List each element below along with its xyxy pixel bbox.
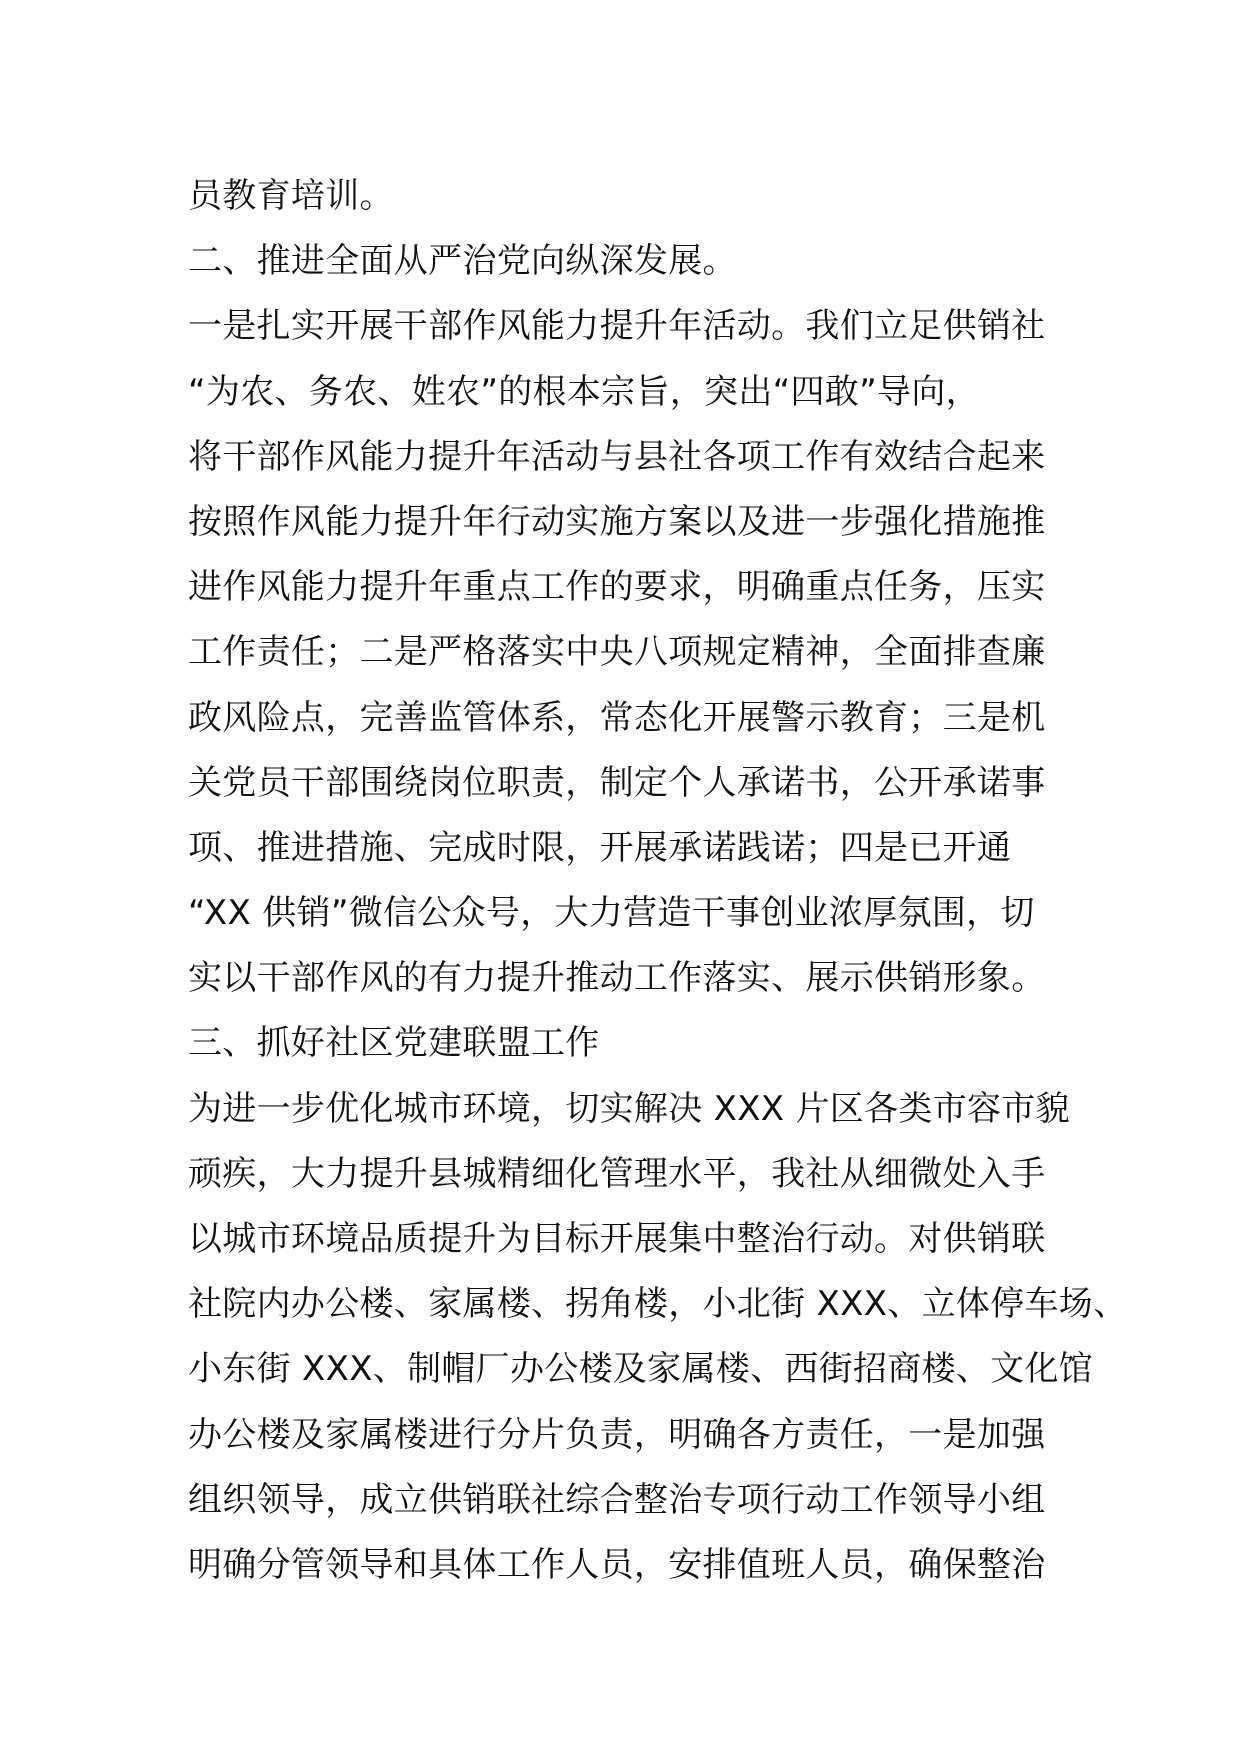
text-line: 一是扎实开展干部作风能力提升年活动。我们立足供销社 — [188, 306, 1046, 347]
section-heading-3: 三、抓好社区党建联盟工作 — [188, 1023, 600, 1064]
text-line: 社院内办公楼、家属楼、拐角楼，小北街 XXX、立体停车场、 — [188, 1284, 1128, 1325]
text-line: 进作风能力提升年重点工作的要求，明确重点任务，压实 — [188, 567, 1046, 608]
text-line: “XX 供销”微信公众号，大力营造干事创业浓厚氛围，切 — [188, 893, 1035, 934]
text-line: 为进一步优化城市环境，切实解决 XXX 片区各类市容市貌 — [188, 1088, 1070, 1129]
text-line: 项、推进措施、完成时限，开展承诺践诺；四是已开通 — [188, 827, 1012, 868]
text-line: 将干部作风能力提升年活动与县社各项工作有效结合起来 — [188, 436, 1046, 477]
text-line: 工作责任；二是严格落实中央八项规定精神，全面排查廉 — [188, 632, 1046, 673]
text-line: 小东街 XXX、制帽厂办公楼及家属楼、西街招商楼、文化馆 — [188, 1349, 1094, 1390]
section-heading-2: 二、推进全面从严治党向纵深发展。 — [188, 241, 737, 282]
text-line: 政风险点，完善监管体系，常态化开展警示教育；三是机 — [188, 697, 1046, 738]
text-line: 明确分管领导和具体工作人员，安排值班人员，确保整治 — [188, 1544, 1046, 1585]
text-line: 办公楼及家属楼进行分片负责，明确各方责任，一是加强 — [188, 1414, 1046, 1455]
text-line: 组织领导，成立供销联社综合整治专项行动工作领导小组 — [188, 1479, 1046, 1520]
text-line: 以城市环境品质提升为目标开展集中整治行动。对供销联 — [188, 1219, 1046, 1259]
text-line: 按照作风能力提升年行动实施方案以及进一步强化措施推 — [188, 501, 1046, 542]
text-line: 关党员干部围绕岗位职责，制定个人承诺书，公开承诺事 — [188, 762, 1046, 803]
text-line: 实以干部作风的有力提升推动工作落实、展示供销形象。 — [188, 958, 1046, 999]
text-line: “为农、务农、姓农”的根本宗旨，突出“四敢”导向， — [188, 371, 980, 412]
text-line: 员教育培训。 — [188, 176, 394, 216]
body-text — [188, 164, 1128, 1598]
text-line: 顽疾，大力提升县城精细化管理水平，我社从细微处入手 — [188, 1153, 1046, 1194]
